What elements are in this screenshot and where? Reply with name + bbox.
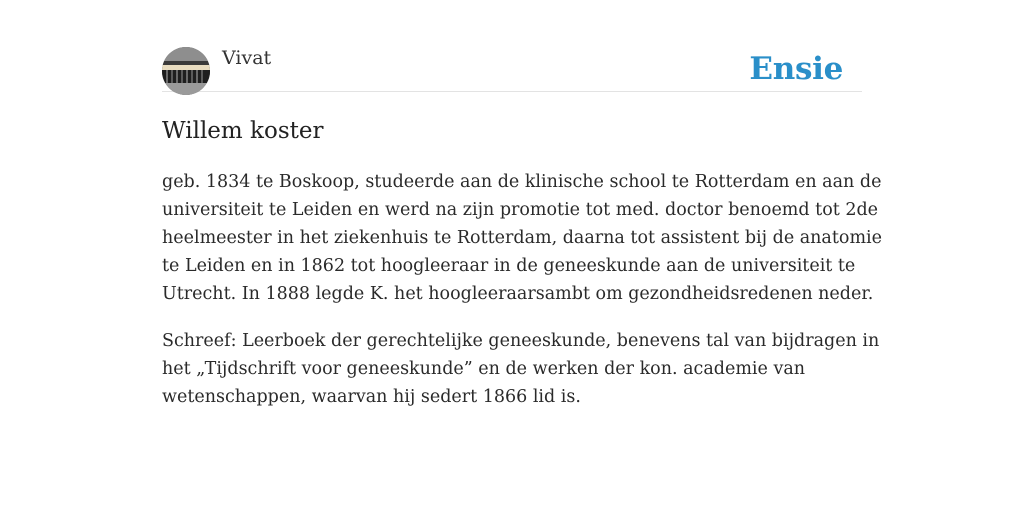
text-line: heelmeester in het ziekenhuis te Rotterdam, daarna tot assistent bij de anatomie xyxy=(162,228,882,248)
bookshelf-icon xyxy=(162,47,210,95)
paragraph xyxy=(162,168,882,308)
text-line: te Leiden en in 1862 tot hoogleeraar in de geneeskunde aan de universiteit te xyxy=(162,256,856,276)
text-line: het „Tijdschrift voor geneeskunde” en de werken der kon. academie van xyxy=(162,359,806,379)
source-name-link[interactable]: Vivat xyxy=(222,47,272,69)
text-line: geb. 1834 te Boskoop, studeerde aan de klinische school te Rotterdam en aan de xyxy=(162,172,882,192)
text-line: universiteit te Leiden en werd na zijn promotie tot med. doctor benoemd tot 2de xyxy=(162,200,879,220)
text-line: wetenschappen, waarvan hij sedert 1866 lid is. xyxy=(162,387,581,407)
article-title: Willem koster xyxy=(162,118,324,144)
text-line: Schreef: Leerboek der gerechtelijke geneeskunde, benevens tal van bijdragen in xyxy=(162,331,880,351)
page-container xyxy=(162,0,882,407)
brand-logo[interactable]: Ensie xyxy=(749,51,843,87)
paragraph xyxy=(162,327,880,411)
text-line: Utrecht. In 1888 legde K. het hoogleeraarsambt om gezondheidsredenen neder. xyxy=(162,284,874,304)
source-avatar[interactable] xyxy=(162,47,210,95)
article-body xyxy=(162,168,882,430)
header xyxy=(162,0,862,92)
